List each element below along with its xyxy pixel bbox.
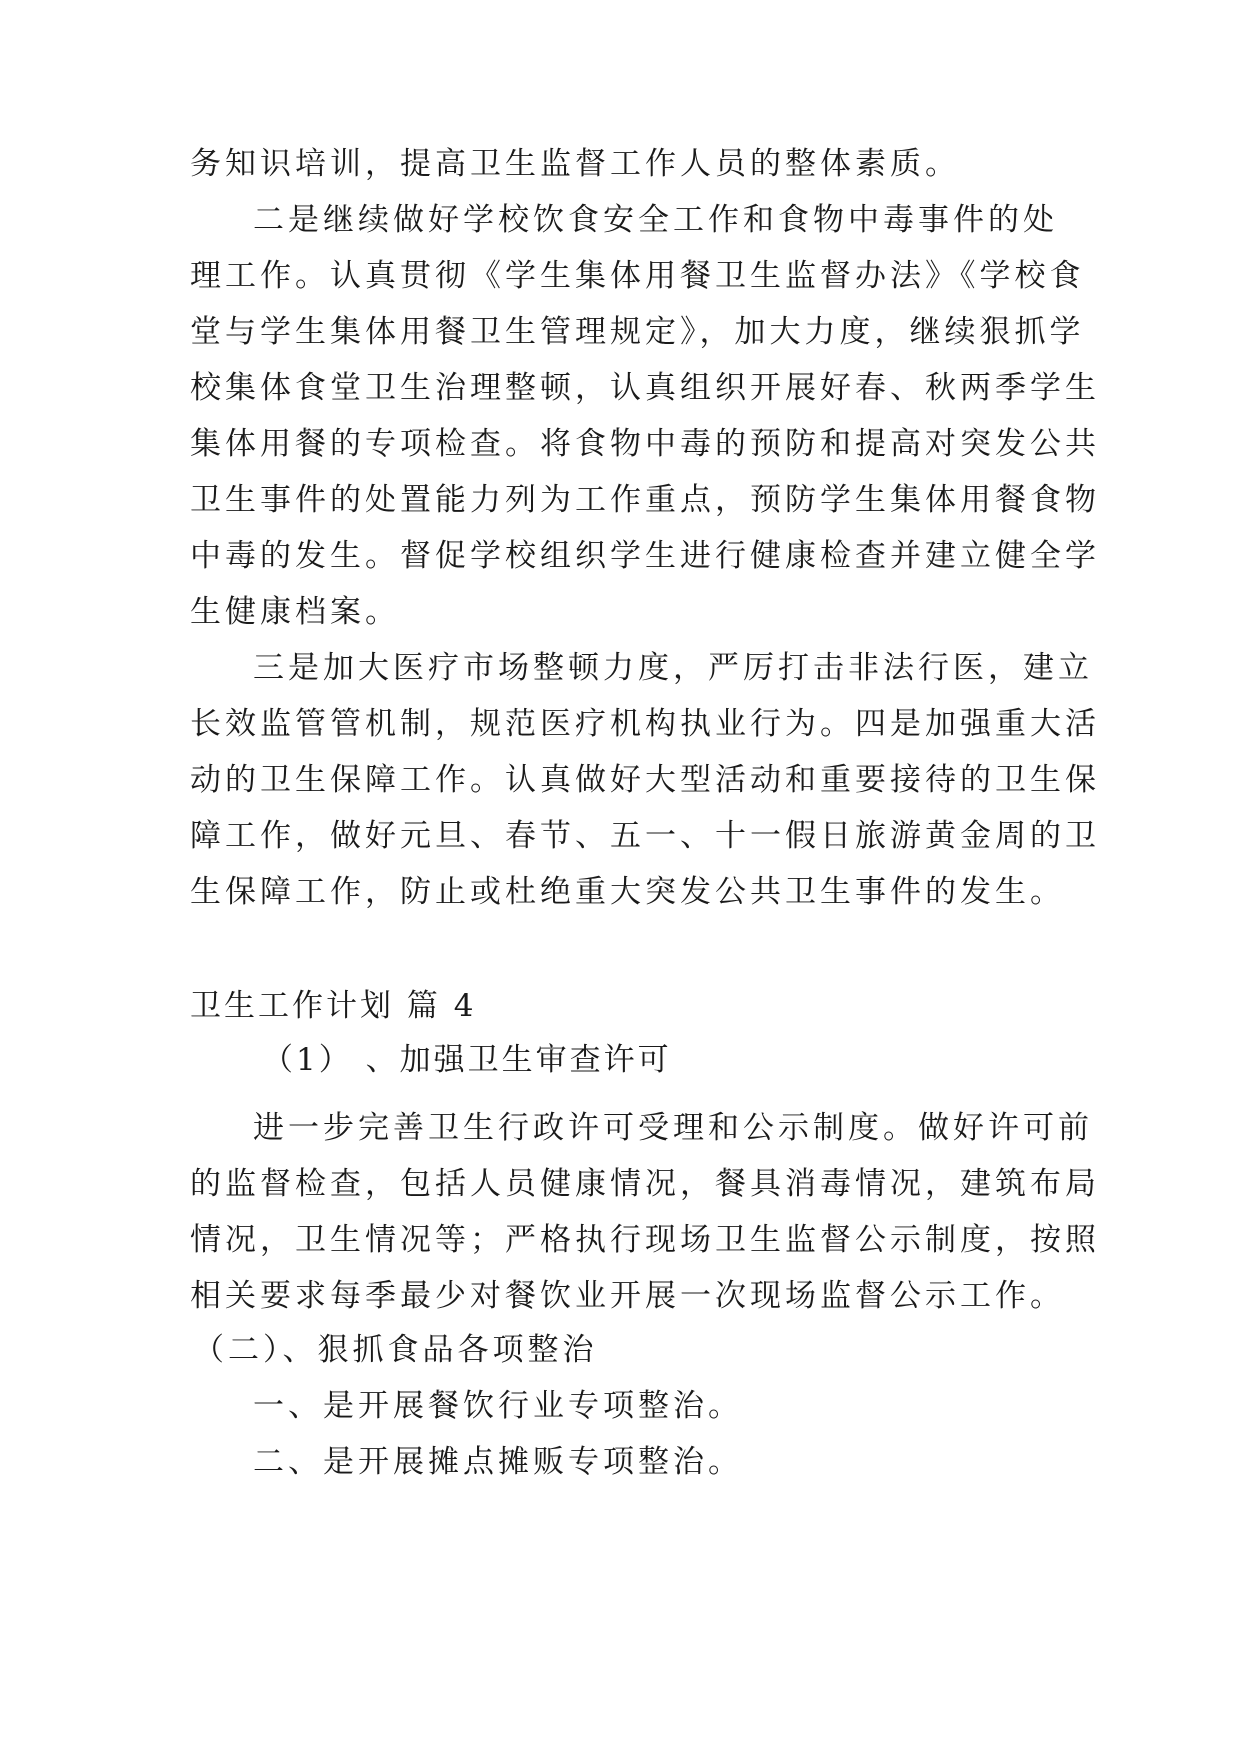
text-line: 情况，卫生情况等；严格执行现场卫生监督公示制度，按照 (190, 1222, 1100, 1258)
text-line: 相关要求每季最少对餐饮业开展一次现场监督公示工作。 (190, 1278, 1065, 1314)
paragraph-first-line: 三是加大医疗市场整顿力度，严厉打击非法行医，建立 (253, 650, 1093, 686)
text-line: 集体用餐的专项检查。将食物中毒的预防和提高对突发公共 (190, 426, 1100, 462)
paragraph-first-line: 二是继续做好学校饮食安全工作和食物中毒事件的处 (253, 202, 1058, 238)
paragraph-first-line: 进一步完善卫生行政许可受理和公示制度。做好许可前 (253, 1110, 1093, 1146)
text-line: 理工作。认真贯彻《学生集体用餐卫生监督办法》《学校食 (190, 258, 1085, 294)
subheading: （1） 、加强卫生审查许可 (262, 1042, 672, 1078)
text-line: 的监督检查，包括人员健康情况，餐具消毒情况，建筑布局 (190, 1166, 1100, 1202)
text-line: 堂与学生集体用餐卫生管理规定》，加大力度，继续狠抓学 (190, 314, 1085, 350)
text-line: 动的卫生保障工作。认真做好大型活动和重要接待的卫生保 (190, 762, 1100, 798)
section-heading: 卫生工作计划 篇 4 (190, 988, 477, 1024)
text-line: 中毒的发生。督促学校组织学生进行健康检查并建立健全学 (190, 538, 1100, 574)
subheading: （二）、狠抓食品各项整治 (193, 1332, 598, 1368)
text-line: 障工作，做好元旦、春节、五一、十一假日旅游黄金周的卫 (190, 818, 1100, 854)
text-line: 生健康档案。 (190, 594, 400, 630)
text-line: 长效监管管机制，规范医疗机构执业行为。四是加强重大活 (190, 706, 1100, 742)
list-item: 一、是开展餐饮行业专项整治。 (253, 1388, 743, 1424)
text-line: 务知识培训，提高卫生监督工作人员的整体素质。 (190, 146, 960, 182)
list-item: 二、是开展摊点摊贩专项整治。 (253, 1444, 743, 1480)
text-line: 生保障工作，防止或杜绝重大突发公共卫生事件的发生。 (190, 874, 1065, 910)
text-line: 校集体食堂卫生治理整顿，认真组织开展好春、秋两季学生 (190, 370, 1100, 406)
text-line: 卫生事件的处置能力列为工作重点，预防学生集体用餐食物 (190, 482, 1100, 518)
